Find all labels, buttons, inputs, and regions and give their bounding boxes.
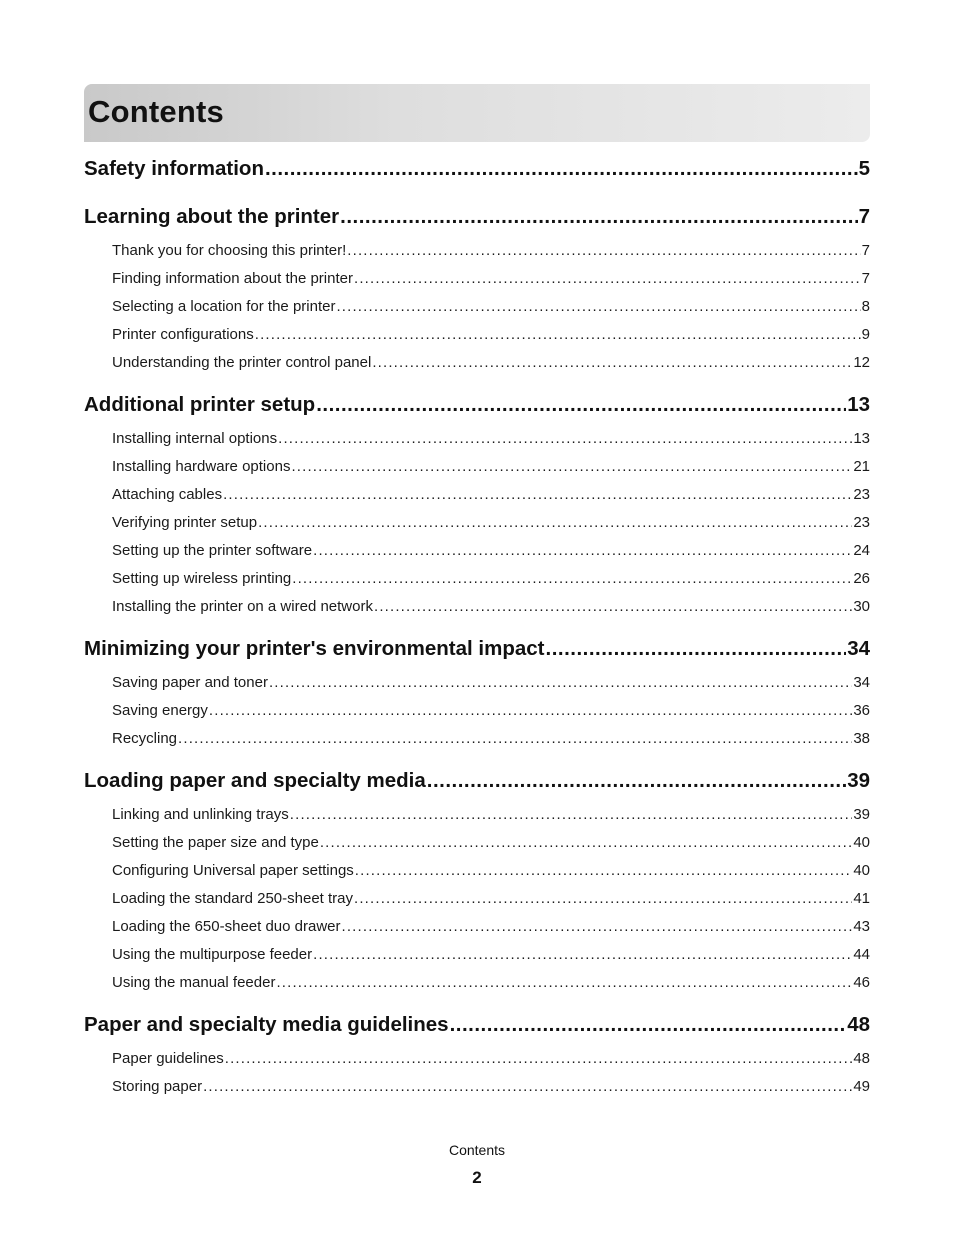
toc-entry-title: Loading the standard 250-sheet tray (112, 889, 354, 907)
toc-section (84, 762, 870, 996)
toc-section-heading[interactable] (84, 1006, 870, 1044)
toc-entry[interactable] (84, 592, 870, 620)
toc-entry-page: 13 (853, 429, 870, 447)
toc-entry-page: 21 (853, 457, 870, 475)
dot-leader (255, 326, 861, 343)
toc-entry[interactable] (84, 1072, 870, 1100)
toc-entry-page: 46 (853, 973, 870, 991)
dot-leader (427, 769, 846, 793)
toc-entry[interactable] (84, 968, 870, 996)
toc-section (84, 150, 870, 188)
toc-section-heading[interactable] (84, 630, 870, 668)
toc-entry[interactable] (84, 452, 870, 480)
toc-entry-title: Printer configurations (112, 325, 254, 343)
toc-section-title: Loading paper and specialty media (84, 769, 426, 792)
toc-entry[interactable] (84, 508, 870, 536)
toc-entry-title: Installing the printer on a wired network (112, 597, 373, 615)
toc-entry-page: 48 (853, 1049, 870, 1067)
toc-entry-page: 7 (861, 269, 870, 287)
toc-entry[interactable] (84, 856, 870, 884)
toc-entry-page: 49 (853, 1077, 870, 1095)
toc-entry-page: 9 (861, 325, 870, 343)
dot-leader (374, 598, 852, 615)
toc-entry[interactable] (84, 696, 870, 724)
toc-entry-title: Thank you for choosing this printer! (112, 241, 347, 259)
toc-entry-page: 24 (853, 541, 870, 559)
toc-entry-title: Recycling (112, 729, 178, 747)
toc-entry-title: Setting up wireless printing (112, 569, 292, 587)
dot-leader (292, 570, 852, 587)
toc-entry-title: Finding information about the printer (112, 269, 353, 287)
toc-entry[interactable] (84, 236, 870, 264)
dot-leader (347, 242, 860, 259)
dot-leader (340, 205, 857, 229)
dot-leader (313, 946, 852, 963)
toc-entry-title: Understanding the printer control panel (112, 353, 372, 371)
dot-leader (276, 974, 852, 991)
toc-section-title: Safety information (84, 157, 264, 180)
footer-label: Contents (448, 1142, 506, 1158)
dot-leader (203, 1078, 852, 1095)
toc-entry[interactable] (84, 884, 870, 912)
dot-leader (336, 298, 860, 315)
toc-entry[interactable] (84, 320, 870, 348)
toc-entry-page: 34 (853, 673, 870, 691)
dot-leader (450, 1013, 847, 1037)
toc-entry-title: Paper guidelines (112, 1049, 224, 1067)
toc-entry-title: Selecting a location for the printer (112, 297, 336, 315)
table-of-contents (84, 150, 870, 1110)
toc-section-heading[interactable] (84, 762, 870, 800)
dot-leader (355, 862, 853, 879)
toc-entry[interactable] (84, 940, 870, 968)
toc-section-heading[interactable] (84, 198, 870, 236)
dot-leader (291, 458, 852, 475)
toc-entry-title: Configuring Universal paper settings (112, 861, 354, 879)
toc-entry-title: Storing paper (112, 1077, 203, 1095)
dot-leader (342, 918, 853, 935)
toc-entry-page: 7 (861, 241, 870, 259)
toc-entry[interactable] (84, 292, 870, 320)
toc-section-heading[interactable] (84, 386, 870, 424)
dot-leader (269, 674, 852, 691)
toc-entry-title: Saving paper and toner (112, 673, 268, 691)
toc-entry[interactable] (84, 480, 870, 508)
dot-leader (290, 806, 853, 823)
dot-leader (209, 702, 852, 719)
toc-section (84, 1006, 870, 1100)
dot-leader (278, 430, 852, 447)
dot-leader (546, 637, 847, 661)
contents-title-bar (84, 84, 870, 142)
dot-leader (313, 542, 852, 559)
toc-section-heading[interactable] (84, 150, 870, 188)
toc-section-page: 13 (847, 393, 870, 416)
toc-entry[interactable] (84, 828, 870, 856)
toc-section-page: 48 (847, 1013, 870, 1036)
toc-entry[interactable] (84, 348, 870, 376)
toc-section-page: 34 (847, 637, 870, 660)
toc-entry-title: Using the manual feeder (112, 973, 276, 991)
dot-leader (320, 834, 853, 851)
toc-entry-page: 44 (853, 945, 870, 963)
dot-leader (316, 393, 846, 417)
toc-entry[interactable] (84, 724, 870, 752)
toc-entry-page: 41 (853, 889, 870, 907)
toc-entry-title: Verifying printer setup (112, 513, 258, 531)
toc-section-page: 39 (847, 769, 870, 792)
toc-entry[interactable] (84, 424, 870, 452)
dot-leader (354, 270, 861, 287)
toc-entry-page: 36 (853, 701, 870, 719)
toc-section-title: Minimizing your printer's environmental impact (84, 637, 545, 660)
toc-entry[interactable] (84, 1044, 870, 1072)
page-title: Contents (88, 94, 224, 129)
toc-entry-page: 8 (861, 297, 870, 315)
toc-entry-title: Linking and unlinking trays (112, 805, 289, 823)
toc-entry-page: 23 (853, 485, 870, 503)
toc-entry[interactable] (84, 668, 870, 696)
dot-leader (178, 730, 852, 747)
toc-entry-title: Setting the paper size and type (112, 833, 319, 851)
toc-entry-page: 40 (853, 861, 870, 879)
toc-entry-page: 26 (853, 569, 870, 587)
toc-entry-title: Saving energy (112, 701, 208, 719)
dot-leader (258, 514, 852, 531)
dot-leader (223, 486, 852, 503)
toc-entry-title: Installing internal options (112, 429, 278, 447)
toc-section (84, 386, 870, 620)
footer-page-number: 2 (472, 1168, 482, 1187)
dot-leader (225, 1050, 853, 1067)
toc-entry-page: 38 (853, 729, 870, 747)
toc-entry-title: Using the multipurpose feeder (112, 945, 313, 963)
toc-section-page: 5 (858, 157, 870, 180)
toc-entry-title: Loading the 650-sheet duo drawer (112, 917, 341, 935)
toc-entry[interactable] (84, 536, 870, 564)
toc-entry-page: 39 (853, 805, 870, 823)
toc-entry-page: 30 (853, 597, 870, 615)
toc-section (84, 630, 870, 752)
toc-entry-page: 43 (853, 917, 870, 935)
toc-section-title: Learning about the printer (84, 205, 340, 228)
toc-entry-title: Attaching cables (112, 485, 223, 503)
dot-leader (372, 354, 852, 371)
toc-section-page: 7 (858, 205, 870, 228)
toc-entry[interactable] (84, 564, 870, 592)
toc-entry-title: Setting up the printer software (112, 541, 313, 559)
toc-entry-title: Installing hardware options (112, 457, 291, 475)
toc-entry-page: 12 (853, 353, 870, 371)
toc-entry-page: 23 (853, 513, 870, 531)
toc-entry[interactable] (84, 264, 870, 292)
toc-section (84, 198, 870, 376)
toc-entry[interactable] (84, 800, 870, 828)
toc-section-title: Additional printer setup (84, 393, 316, 416)
toc-entry[interactable] (84, 912, 870, 940)
toc-entry-page: 40 (853, 833, 870, 851)
dot-leader (354, 890, 852, 907)
dot-leader (265, 157, 858, 181)
toc-section-title: Paper and specialty media guidelines (84, 1013, 449, 1036)
